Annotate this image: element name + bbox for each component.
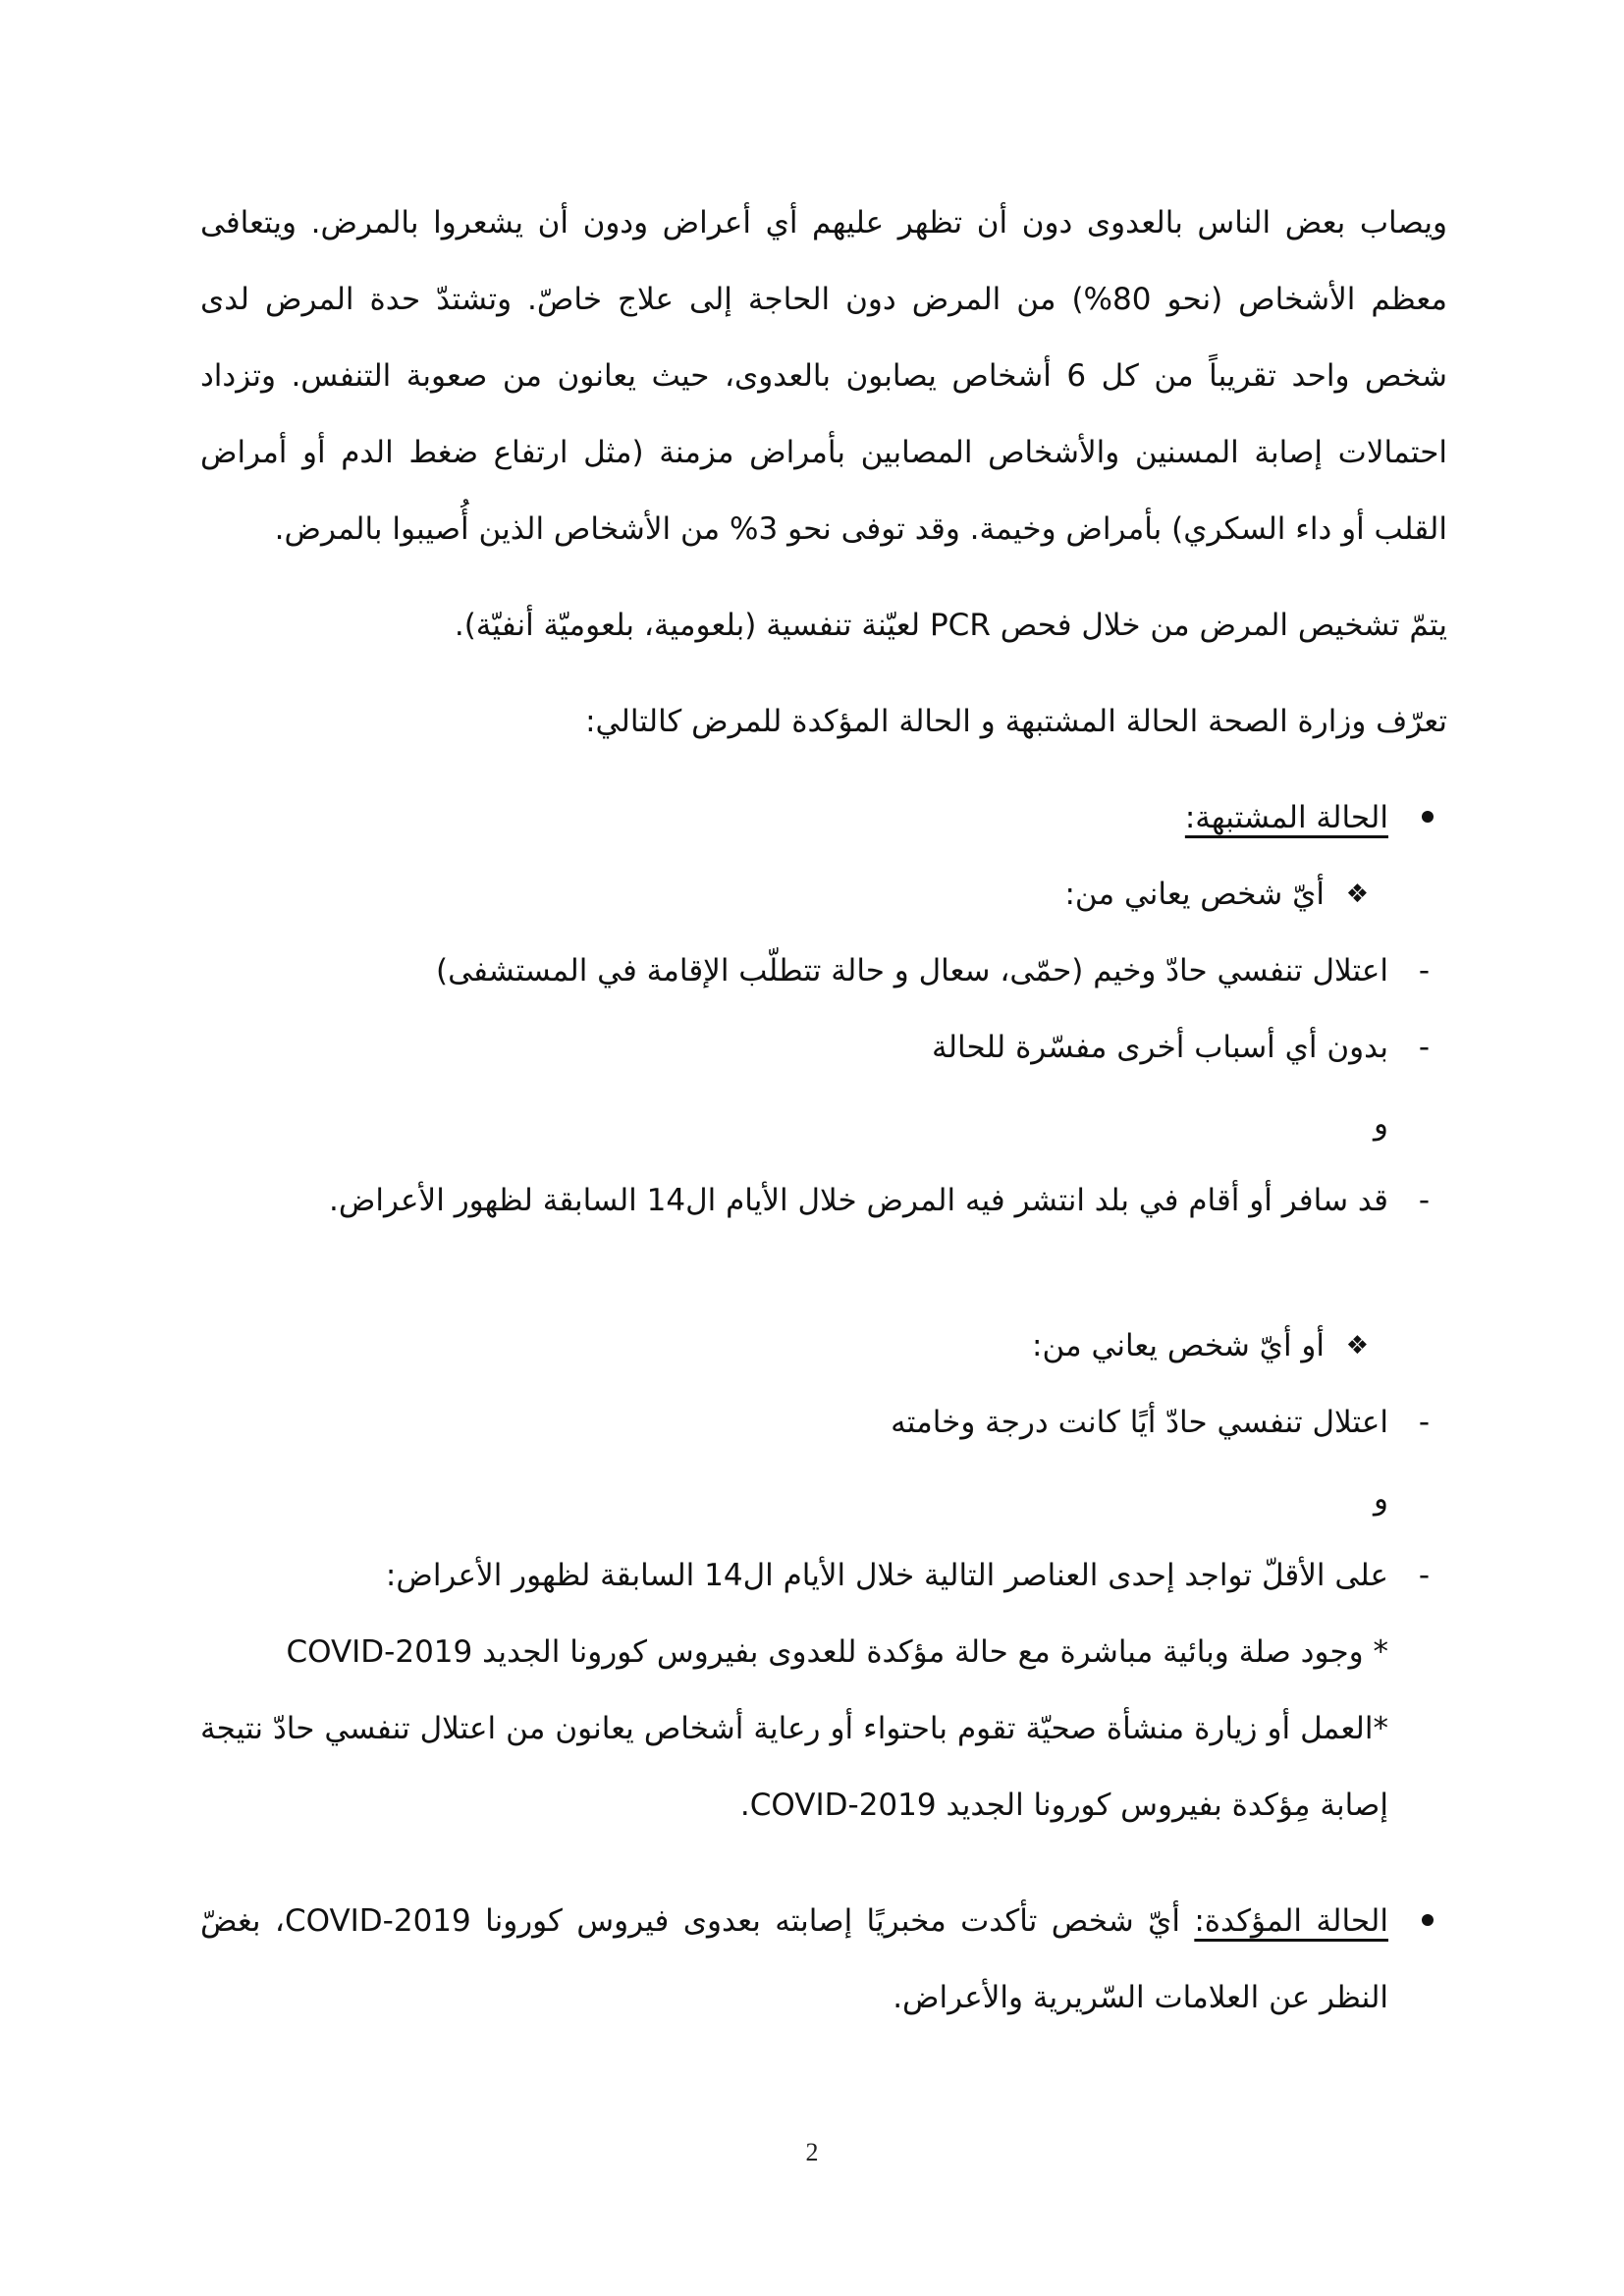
criteria-b-heading-row <box>200 1308 1447 1384</box>
and-connector-1: و <box>1374 1106 1388 1142</box>
section-spacer <box>200 1239 1447 1308</box>
dash-bullet: - <box>1418 1183 1430 1218</box>
criteria-a-item-1-text: اعتلال تنفسي حادّ وخيم (حمّى، سعال و حالة تتطلّب الإقامة في المستشفى) <box>436 953 1388 988</box>
section-spacer <box>200 1843 1447 1883</box>
page-number: 2 <box>805 2138 819 2166</box>
criteria-a-heading-row <box>200 856 1447 933</box>
exposure-item-2: *العمل أو زيارة منشأة صحيّة تقوم باحتواء أو رعاية أشخاص يعانون من اعتلال تنفسي حادّ نتيجة إصابة مِؤكدة بفيروس كورونا الجديد COVID-2019. <box>200 1711 1388 1823</box>
definition-intro: تعرّف وزارة الصحة الحالة المشتبهة و الحالة المؤكدة للمرض كالتالي: <box>585 704 1447 739</box>
suspected-case-bullet <box>200 779 1447 856</box>
criteria-a-item-2 <box>200 1009 1447 1086</box>
document-body <box>200 185 1447 2036</box>
diagnosis-paragraph: يتمّ تشخيص المرض من خلال فحص PCR لعيّنة تنفسية (بلعومية، بلعوميّة أنفيّة). <box>454 608 1447 643</box>
confirmed-case-bullet <box>200 1883 1447 2036</box>
and-connector-2: و <box>1374 1481 1388 1517</box>
bullet-dot-icon <box>1422 1914 1434 1926</box>
intro-paragraph: ويصاب بعض الناس بالعدوى دون أن تظهر عليهم أي أعراض ودون أن يشعروا بالمرض. ويتعافى معظم الأشخاص (نحو 80%) من المرض دون الحاجة إلى علاج خاصّ. وتشتدّ حدة المرض لدى شخص واحد تقريباً من كل 6 أشخاص يصابون بالعدوى، حيث يعانون من صعوبة التنفس. وتزداد احتمالات إصابة المسنين والأشخاص المصابين بأمراض مزمنة (مثل ارتفاع ضغط الدم أو أمراض القلب أو داء السكري) بأمراض وخيمة. وقد توفى نحو 3% من الأشخاص الذين أُصيبوا بالمرض. <box>200 205 1447 547</box>
dash-bullet: - <box>1418 1558 1430 1593</box>
suspected-case-heading: الحالة المشتبهة: <box>1184 800 1388 835</box>
dash-bullet: - <box>1418 953 1430 988</box>
criteria-b-exposure-text: على الأقلّ تواجد إحدى العناصر التالية خلال الأيام ال14 السابقة لظهور الأعراض: <box>385 1558 1388 1593</box>
criteria-a-item-1 <box>200 933 1447 1009</box>
criteria-a-item-2-text: بدون أي أسباب أخرى مفسّرة للحالة <box>931 1030 1388 1065</box>
dash-bullet: - <box>1418 1030 1430 1065</box>
confirmed-case-text: أيّ شخص تأكدت مخبريًا إصابته بعدوى فيروس كورونا COVID-2019، بغضّ النظر عن العلامات السّريرية والأعراض. <box>200 1903 1388 2015</box>
dash-bullet: - <box>1418 1405 1430 1440</box>
criteria-a-travel-text: قد سافر أو أقام في بلد انتشر فيه المرض خلال الأيام ال14 السابقة لظهور الأعراض. <box>329 1183 1388 1218</box>
confirmed-case-heading: الحالة المؤكدة: <box>1194 1903 1388 1939</box>
bullet-dot-icon <box>1422 811 1434 823</box>
criteria-b-item-text: اعتلال تنفسي حادّ أيًا كانت درجة وخامته <box>891 1405 1388 1440</box>
criteria-b-heading: أو أيّ شخص يعاني من: <box>1032 1328 1325 1363</box>
criteria-b-item <box>200 1384 1447 1461</box>
exposure-item-1: * وجود صلة وبائية مباشرة مع حالة مؤكدة للعدوى بفيروس كورونا الجديد COVID-2019 <box>286 1634 1388 1670</box>
diamond-bullet-icon: ❖ <box>1345 1331 1369 1361</box>
criteria-a-heading: أيّ شخص يعاني من: <box>1064 877 1325 912</box>
criteria-a-travel <box>200 1162 1447 1239</box>
diamond-bullet-icon: ❖ <box>1345 880 1369 909</box>
criteria-b-exposure <box>200 1537 1447 1614</box>
